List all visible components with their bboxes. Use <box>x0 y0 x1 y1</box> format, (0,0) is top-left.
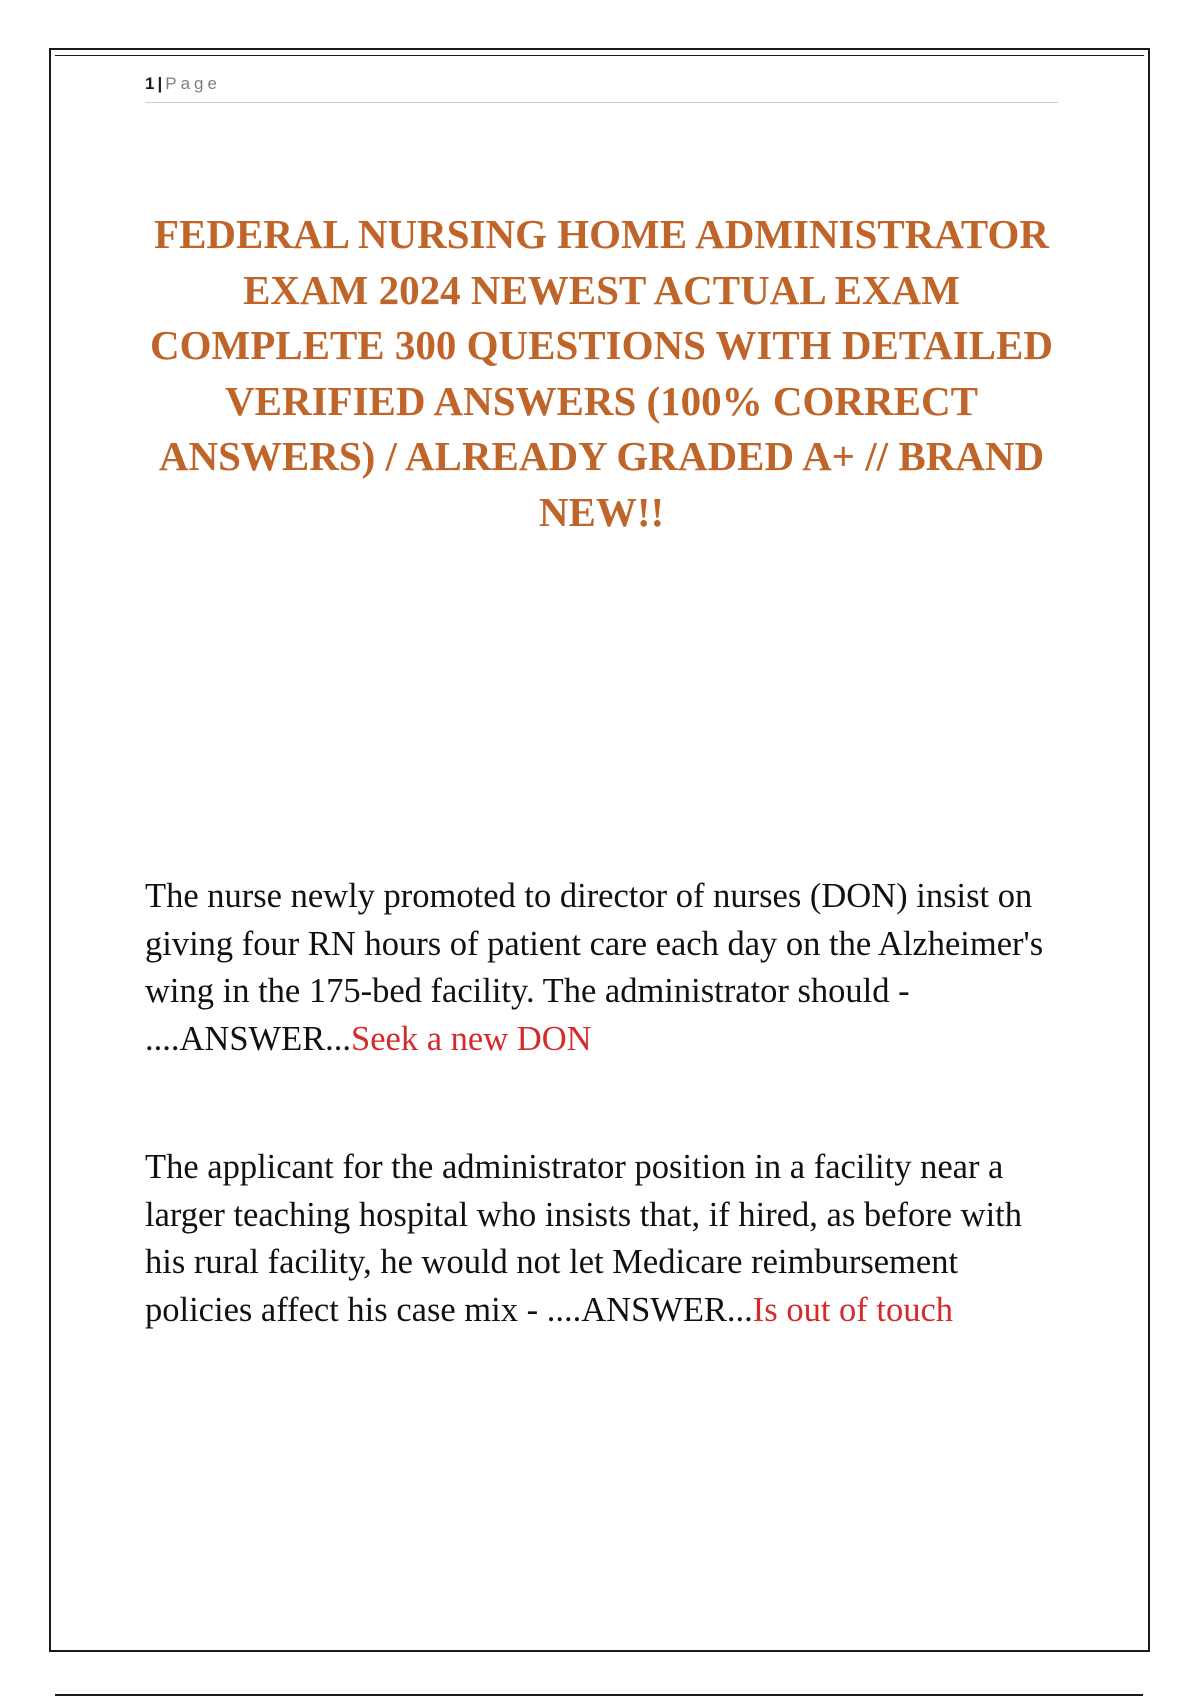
answer-text: Is out of touch <box>752 1290 954 1329</box>
page-header <box>145 72 1058 103</box>
page-number: 1 <box>145 74 155 93</box>
answer-marker: ....ANSWER... <box>546 1290 753 1329</box>
question-text: The nurse newly promoted to director of nurses (DON) insist on giving four RN hours of patient care each day on the Alzheimer's wing in the 175-bed facility. The administrator should - <box>145 877 1044 1010</box>
document-title: FEDERAL NURSING HOME ADMINISTRATOR EXAM 2024 NEWEST ACTUAL EXAM COMPLETE 300 QUESTIONS WITH DETAILED VERIFIED ANSWERS (100% CORRECT ANSWERS) / ALREADY GRADED A+ // BRAND NEW!! <box>150 211 1053 535</box>
answer-marker: ....ANSWER... <box>145 1019 352 1058</box>
page-label: Page <box>165 74 221 93</box>
header-separator: | <box>157 74 163 93</box>
page-bottom-rule <box>55 1694 1143 1696</box>
question-text: The applicant for the administrator position in a facility near a larger teaching hospital who insists that, if hired, as before with his rural facility, he would not let Medicare reimbursement policies affect his case mix - <box>145 1148 1022 1329</box>
question-item-2 <box>145 1144 1065 1334</box>
answer-text: Seek a new DON <box>351 1019 592 1058</box>
question-item-1 <box>145 873 1065 1063</box>
